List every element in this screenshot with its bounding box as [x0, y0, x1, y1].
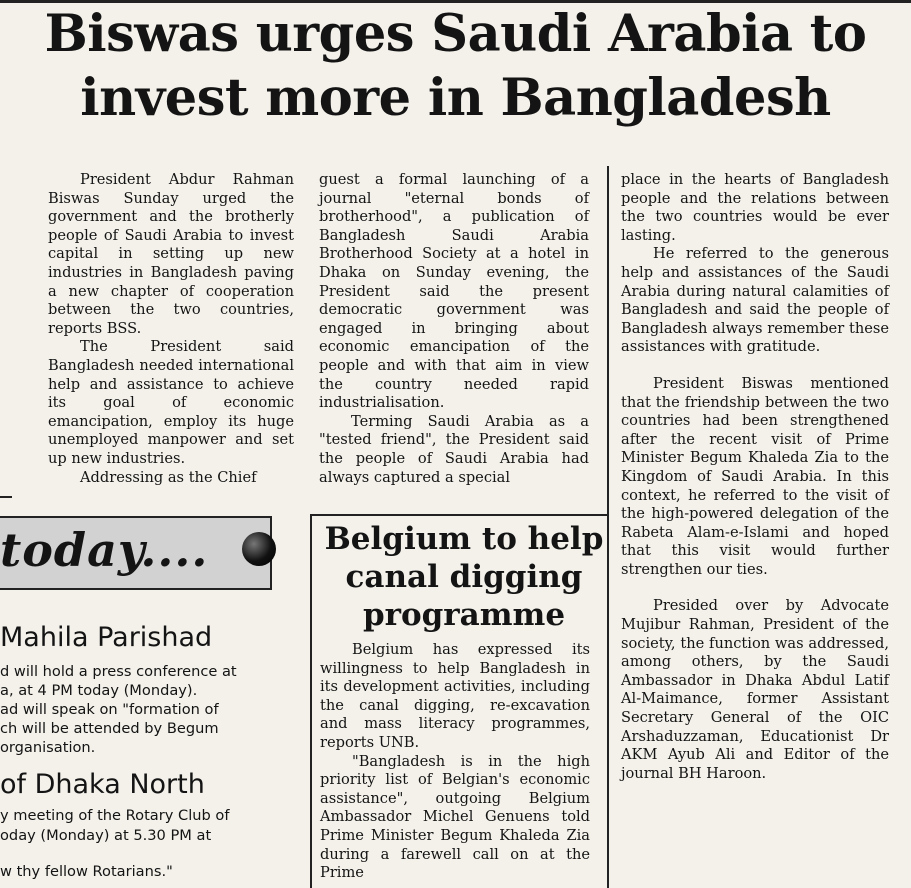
brief-line: ch will be attended by Begum	[0, 720, 219, 737]
brief-heading: Mahila Parishad	[0, 622, 213, 653]
story-paragraph: The President said Bangladesh needed international help and assistance to achieve its goal of economic emancipation, employ its huge unemployed manpower and set up new industries.	[48, 338, 294, 467]
belgium-headline: Belgium to help canal digging programme	[324, 521, 604, 633]
story-paragraph: President Biswas mentioned that the friendship between the two countries had been strengthened after the recent visit of Prime Minister Begum Khaleda Zia to the Kingdom of Saudi Arabia. In this context, he referred to the visit of the high-powered delegation of the Rabeta Alam-e-Islami and hoped that this visit would further strengthen our ties.	[621, 374, 889, 578]
brief-line: ad will speak on "formation of	[0, 701, 219, 718]
brief-line: a, at 4 PM today (Monday).	[0, 682, 198, 699]
brief-heading: of Dhaka North	[0, 769, 205, 800]
section-rule	[0, 496, 12, 498]
story-column-2	[319, 171, 589, 487]
today-label: today....	[0, 523, 209, 577]
brief-line: oday (Monday) at 5.30 PM at	[0, 827, 212, 844]
story-paragraph: Addressing as the Chief	[80, 468, 257, 486]
brief-line: organisation.	[0, 739, 96, 756]
main-headline: Biswas urges Saudi Arabia to invest more in Bangladesh	[44, 4, 867, 128]
column-rule	[310, 514, 312, 888]
story-column-1	[48, 171, 294, 487]
belgium-story	[320, 641, 590, 883]
brief-line: w thy fellow Rotarians."	[0, 863, 173, 880]
story-column-3	[621, 171, 889, 783]
story-paragraph: Belgium has expressed its willingness to help Bangladesh in its development activities, including the canal digging, re-excavation and mass literacy programmes, reports UNB.	[320, 641, 590, 751]
brief-line: y meeting of the Rotary Club of	[0, 807, 230, 824]
story-paragraph: "Bangladesh is in the high priority list of Belgian's economic assistance", outgoing Belgium Ambassador Michel Genuens told Prime Minister Begum Khaleda Zia during a farewell call on at the Prime	[320, 752, 590, 882]
story-paragraph: place in the hearts of Bangladesh people and the relations between the two countries would be ever lasting.	[621, 171, 889, 244]
bullet-ball-icon	[242, 532, 276, 566]
story-paragraph: He referred to the generous help and assistances of the Saudi Arabia during natural calamities of Bangladesh and said the people of Bangladesh always remember these assistances with gratitude.	[621, 245, 889, 356]
story-paragraph: guest a formal launching of a journal "eternal bonds of brotherhood", a publication of Bangladesh Saudi Arabia Brotherhood Society at a hotel in Dhaka on Sunday evening, the President said the present democratic government was engaged in bringing about economic emancipation of the people and with that aim in view the country needed rapid industrialisation.	[319, 171, 589, 412]
brief-line: d will hold a press conference at	[0, 663, 237, 680]
story-paragraph: President Abdur Rahman Biswas Sunday urged the government and the brotherly people of Saudi Arabia to invest capital in setting up new industries in Bangladesh paving a new chapter of cooperation between the two countries, reports BSS.	[48, 171, 294, 337]
section-rule	[310, 514, 607, 516]
story-paragraph: Presided over by Advocate Mujibur Rahman, President of the society, the function was addressed, among others, by the Saudi Ambassador in Dhaka Abdul Latif Al-Maimance, former Assistant Secretary General of the OIC Arshaduzzaman, Educationist Dr AKM Ayub Ali and Editor of the journal BH Haroon.	[621, 597, 889, 782]
story-paragraph: Terming Saudi Arabia as a "tested friend", the President said the people of Saudi Arabia had always captured a special	[319, 412, 589, 486]
